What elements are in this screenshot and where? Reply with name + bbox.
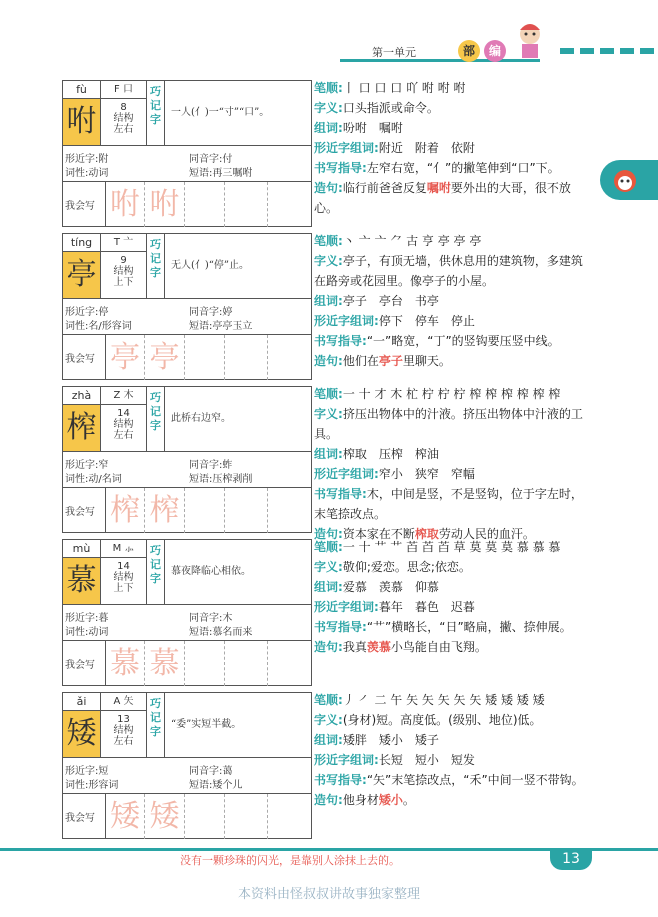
phrase: 短语:矮个儿 (189, 780, 243, 791)
practice-label: 我会写 (65, 660, 95, 671)
structure-value: 上下 (113, 277, 134, 288)
example-sentence: 造句:他们在亭子里聊天。 (314, 354, 451, 368)
structure-value: 左右 (113, 124, 134, 135)
main-character: 矮 (63, 711, 101, 757)
memory-label: 巧记字 (147, 540, 165, 604)
example-sentence: 造句:资本家在不断榨取劳动人民的血汗。 (314, 527, 535, 541)
example-sentence: 造句:我真羡慕小鸟能自由飞翔。 (314, 640, 487, 654)
bian-badge: 编 (484, 40, 506, 62)
structure-label: 结构 (113, 725, 134, 736)
word-group: 组词:榨取 压榨 榨油 (314, 447, 439, 461)
homophone: 同音字:蔼 (189, 766, 233, 777)
memory-tip: 无人(亻)“停”止。 (171, 260, 250, 271)
main-character: 咐 (63, 99, 101, 145)
practice-sample: 亭 (105, 335, 145, 380)
practice-label: 我会写 (65, 507, 95, 518)
practice-box[interactable] (268, 794, 311, 839)
radical-info (101, 540, 147, 604)
similar-word-group: 形近字组词:长短 短小 短发 (314, 753, 475, 767)
practice-sample: 咐 (105, 182, 145, 227)
phrase: 短语:慕名而来 (189, 627, 253, 638)
phrase: 短语:压榨剥削 (189, 474, 253, 485)
stroke-order: 笔顺:一 十 艹 艹 苩 苩 苩 草 莫 莫 莫 慕 慕 慕 (314, 540, 561, 554)
practice-box[interactable] (268, 335, 311, 380)
char-details (314, 231, 594, 371)
part-of-speech: 词性:动词 (65, 168, 109, 179)
radical: F 口 (101, 81, 146, 99)
pinyin: fù (63, 81, 101, 99)
practice-box[interactable] (225, 335, 268, 380)
example-sentence: 造句:临行前爸爸反复嘱咐要外出的大哥，很不放心。 (314, 181, 571, 215)
stroke-order: 笔顺:丨 口 口 口 吖 咐 咐 咐 (314, 81, 466, 95)
memory-label: 巧记字 (147, 387, 165, 451)
pinyin: tíng (63, 234, 101, 252)
meaning: 字义:口头指派或命令。 (314, 101, 439, 115)
related-info (63, 451, 311, 487)
practice-sample: 亭 (145, 335, 185, 380)
part-of-speech: 词性:动/名词 (65, 474, 122, 485)
practice-box[interactable] (225, 794, 268, 839)
similar-char: 形近字:附 (65, 154, 109, 165)
practice-row (63, 334, 311, 380)
similar-char: 形近字:短 (65, 766, 109, 777)
meaning: 字义:亭子，有顶无墙，供休息用的建筑物，多建筑在路旁或花园里。像亭子的小屋。 (314, 254, 583, 288)
pinyin: mù (63, 540, 101, 558)
memory-tip: 此桥右边窄。 (171, 413, 231, 424)
similar-char: 形近字:停 (65, 307, 109, 318)
practice-sample: 矮 (145, 794, 185, 839)
practice-row (63, 793, 311, 839)
structure-label: 结构 (113, 266, 134, 277)
stroke-count: 14 (117, 561, 130, 572)
structure-value: 左右 (113, 736, 134, 747)
radical: A 矢 (101, 693, 146, 711)
practice-row (63, 181, 311, 227)
practice-sample: 榨 (145, 488, 185, 533)
homophone: 同音字:婷 (189, 307, 233, 318)
memory-tip: “委”实短半截。 (171, 719, 242, 730)
memory-label: 巧记字 (147, 81, 165, 145)
writing-guide: 书写指导:“艹”横略长，“日”略扁，撇、捺伸展。 (314, 620, 572, 634)
stroke-count: 8 (120, 102, 127, 113)
stroke-count: 13 (117, 714, 130, 725)
word-group: 组词:爱慕 羡慕 仰慕 (314, 580, 439, 594)
practice-label: 我会写 (65, 354, 95, 365)
footer-quote: 没有一颗珍珠的闪光，是靠别人涂抹上去的。 (180, 854, 400, 867)
memory-label: 巧记字 (147, 234, 165, 298)
word-group: 组词:亭子 亭台 书亭 (314, 294, 439, 308)
similar-word-group: 形近字组词:附近 附着 依附 (314, 141, 475, 155)
writing-guide: 书写指导:“一”略宽，“丁”的竖钩要压竖中线。 (314, 334, 560, 348)
char-details (314, 384, 594, 544)
meaning: 字义:敬仰;爱恋。思念;依恋。 (314, 560, 471, 574)
related-info (63, 757, 311, 793)
mascot-icon (510, 18, 550, 62)
similar-char: 形近字:暮 (65, 613, 109, 624)
meaning: 字义:(身材)短。高度低。(级别、地位)低。 (314, 713, 542, 727)
main-character: 慕 (63, 558, 101, 604)
practice-label: 我会写 (65, 813, 95, 824)
char-details (314, 537, 594, 657)
practice-box[interactable] (225, 488, 268, 533)
similar-word-group: 形近字组词:窄小 狭窄 窄幅 (314, 467, 475, 481)
char-card (62, 386, 312, 533)
similar-word-group: 形近字组词:停下 停车 停止 (314, 314, 475, 328)
decorative-dashes-icon (560, 46, 658, 56)
part-of-speech: 词性:动词 (65, 627, 109, 638)
radical-info (101, 81, 147, 145)
homophone: 同音字:付 (189, 154, 233, 165)
structure-value: 左右 (113, 430, 134, 441)
page-header (0, 0, 658, 72)
practice-box[interactable] (185, 794, 225, 839)
radical: M ⺗ (101, 540, 146, 558)
bu-badge: 部 (458, 40, 480, 62)
practice-box[interactable] (225, 641, 268, 686)
main-character: 亭 (63, 252, 101, 298)
phrase: 短语:再三嘱咐 (189, 168, 253, 179)
structure-value: 上下 (113, 583, 134, 594)
practice-sample: 慕 (145, 641, 185, 686)
fox-face-icon (612, 166, 638, 194)
char-card (62, 233, 312, 380)
writing-guide: 书写指导:木，中间是竖，不是竖钩，位于字左时，末笔捺改点。 (314, 487, 583, 521)
related-info (63, 604, 311, 640)
practice-box[interactable] (225, 182, 268, 227)
char-card (62, 80, 312, 227)
example-sentence: 造句:他身材矮小。 (314, 793, 415, 807)
char-card (62, 692, 312, 839)
practice-row (63, 487, 311, 533)
structure-label: 结构 (113, 113, 134, 124)
practice-row (63, 640, 311, 686)
memory-tip: 慕夜降临心相依。 (171, 566, 251, 577)
practice-box[interactable] (185, 641, 225, 686)
memory-label: 巧记字 (147, 693, 165, 757)
meaning: 字义:挤压出物体中的汁液。挤压出物体中汁液的工具。 (314, 407, 583, 441)
char-card (62, 539, 312, 686)
similar-char: 形近字:窄 (65, 460, 109, 471)
related-info (63, 145, 311, 181)
practice-label: 我会写 (65, 201, 95, 212)
pinyin: zhà (63, 387, 101, 405)
part-of-speech: 词性:形容词 (65, 780, 119, 791)
main-character: 榨 (63, 405, 101, 451)
radical: T 亠 (101, 234, 146, 252)
stroke-order: 笔顺:丿 ㇒ 二 午 矢 矢 矢 矢 矢 矮 矮 矮 矮 (314, 693, 545, 707)
practice-box[interactable] (185, 182, 225, 227)
radical-info (101, 387, 147, 451)
memory-tip: 一人(亻)一“寸”“口”。 (171, 107, 270, 118)
practice-box[interactable] (268, 182, 311, 227)
radical: Z 木 (101, 387, 146, 405)
practice-sample: 榨 (105, 488, 145, 533)
page-number: 13 (550, 848, 592, 870)
char-details (314, 690, 594, 810)
practice-sample: 慕 (105, 641, 145, 686)
homophone: 同音字:木 (189, 613, 233, 624)
unit-label: 第一单元 (372, 46, 416, 59)
practice-sample: 咐 (145, 182, 185, 227)
watermark-text: 本资料由怪叔叔讲故事独家整理 (237, 887, 420, 902)
stroke-order: 笔顺:丶 亠 亠 ⺈ 古 亨 亭 亭 亭 (314, 234, 482, 248)
phrase: 短语:亭亭玉立 (189, 321, 253, 332)
similar-word-group: 形近字组词:暮年 暮色 迟暮 (314, 600, 475, 614)
practice-box[interactable] (185, 335, 225, 380)
homophone: 同音字:蚱 (189, 460, 233, 471)
stroke-order: 笔顺:一 十 才 木 杧 柠 柠 柠 榨 榨 榨 榨 榨 榨 (314, 387, 561, 401)
char-details (314, 78, 594, 218)
word-group: 组词:吩咐 嘱咐 (314, 121, 403, 135)
related-info (63, 298, 311, 334)
practice-box[interactable] (268, 488, 311, 533)
writing-guide: 书写指导:左窄右宽，“亻”的撇笔伸到“口”下。 (314, 161, 560, 175)
radical-info (101, 234, 147, 298)
practice-box[interactable] (268, 641, 311, 686)
word-group: 组词:矮胖 矮小 矮子 (314, 733, 439, 747)
structure-label: 结构 (113, 419, 134, 430)
radical-info (101, 693, 147, 757)
stroke-count: 14 (117, 408, 130, 419)
writing-guide: 书写指导:“矢”末笔捺改点，“禾”中间一竖不带钩。 (314, 773, 584, 787)
part-of-speech: 词性:名/形容词 (65, 321, 132, 332)
practice-box[interactable] (185, 488, 225, 533)
pinyin: ǎi (63, 693, 101, 711)
structure-label: 结构 (113, 572, 134, 583)
stroke-count: 9 (120, 255, 127, 266)
practice-sample: 矮 (105, 794, 145, 839)
